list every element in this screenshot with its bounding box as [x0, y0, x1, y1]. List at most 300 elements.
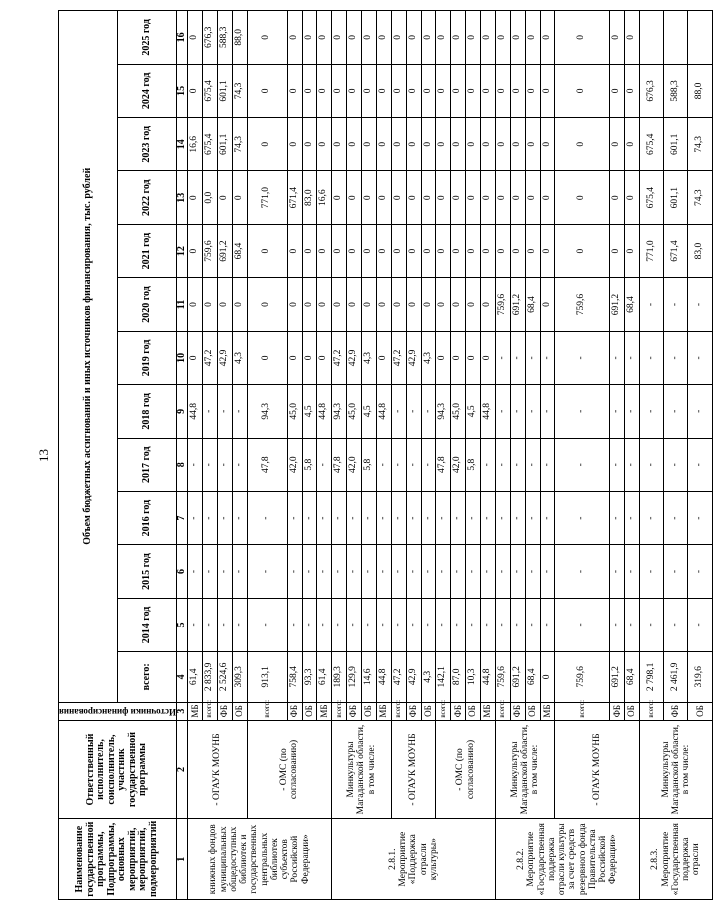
row-source: ОБ	[688, 702, 713, 720]
row-value: 0	[317, 118, 332, 171]
row-value: -	[188, 438, 203, 491]
row-value: 0	[391, 64, 406, 117]
row-value	[639, 11, 663, 65]
row-value: -	[376, 598, 391, 651]
row-source: ФБ	[510, 702, 525, 720]
row-value: 0	[188, 11, 203, 65]
row-value: -	[481, 438, 496, 491]
row-value: 16,6	[188, 118, 203, 171]
row-value: 0	[466, 11, 481, 65]
row-value: 675,4	[203, 118, 218, 171]
row-value: 5,8	[302, 438, 317, 491]
row-value: 45,0	[451, 385, 466, 438]
row-value: 0	[317, 331, 332, 384]
row-value: 0	[540, 11, 555, 65]
row-value: 691,2	[510, 652, 525, 702]
row-value: -	[362, 545, 377, 598]
row-value: -	[217, 545, 232, 598]
row-value: -	[203, 545, 218, 598]
row-value: 0	[406, 224, 421, 277]
row-value: -	[540, 491, 555, 544]
row-value: -	[540, 438, 555, 491]
row-source: ОБ	[525, 702, 540, 720]
row-value: -	[625, 598, 640, 651]
row-value: 61,4	[317, 652, 332, 702]
row-value: 0	[302, 224, 317, 277]
row-value: -	[391, 385, 406, 438]
header-responsible: Ответственный исполнитель, соисполнитель, участник государственной программы	[59, 720, 177, 819]
row-value: 16,6	[317, 171, 332, 224]
table-row	[555, 11, 610, 900]
row-value: 0	[376, 171, 391, 224]
row-source: всего:	[436, 702, 451, 720]
header-year: 2017 год	[117, 438, 176, 491]
row-value: 0	[421, 224, 436, 277]
row-value: 4,5	[362, 385, 377, 438]
row-value: 0	[376, 64, 391, 117]
row-value: -	[466, 545, 481, 598]
row-value: -	[406, 438, 421, 491]
row-value: 0	[188, 171, 203, 224]
row-value: 0	[451, 64, 466, 117]
row-source: всего:	[332, 702, 347, 720]
row-value: -	[302, 598, 317, 651]
row-value: -	[232, 491, 247, 544]
row-value: 0	[362, 64, 377, 117]
row-value: 68,4	[625, 278, 640, 331]
row-value: -	[625, 331, 640, 384]
row-value: -	[555, 385, 610, 438]
row-value: -	[481, 598, 496, 651]
row-value: -	[436, 598, 451, 651]
row-value: 94,3	[332, 385, 347, 438]
row-value: -	[664, 278, 688, 331]
row-value: 0	[451, 224, 466, 277]
row-value: -	[391, 491, 406, 544]
row-value: 676,3	[203, 11, 218, 65]
row-value: 0	[495, 64, 510, 117]
row-value: 759,6	[555, 278, 610, 331]
row-value: -	[510, 598, 525, 651]
row-value: -	[525, 331, 540, 384]
row-source: ФБ	[664, 702, 688, 720]
row-value: 671,4	[664, 224, 688, 277]
row-value: 0	[421, 171, 436, 224]
row-value: -	[421, 598, 436, 651]
row-value: 0	[481, 278, 496, 331]
row-value: 0	[466, 118, 481, 171]
row-value: -	[317, 598, 332, 651]
row-value: 0	[451, 171, 466, 224]
row-value: -	[510, 438, 525, 491]
row-value: 0	[466, 278, 481, 331]
row-value: -	[203, 491, 218, 544]
table-row	[391, 11, 406, 900]
row-value: 0	[421, 64, 436, 117]
row-value: 0	[610, 64, 625, 117]
row-value: 47,8	[436, 438, 451, 491]
header-year: 2023 год	[117, 118, 176, 171]
row-value: 0	[421, 11, 436, 65]
row-source: МБ	[481, 702, 496, 720]
row-value: -	[540, 385, 555, 438]
row-value: 0	[362, 224, 377, 277]
row-value: -	[332, 491, 347, 544]
row-value: 0	[376, 278, 391, 331]
row-value: -	[495, 385, 510, 438]
row-value: 74,3	[232, 64, 247, 117]
row-value: -	[436, 545, 451, 598]
row-value: -	[347, 598, 362, 651]
row-value: 0	[406, 11, 421, 65]
column-number: 13	[176, 171, 187, 224]
row-value: 2 524,6	[217, 652, 232, 702]
row-responsible: - ОГАУК МОУНБ	[555, 720, 640, 819]
row-value: 0	[436, 331, 451, 384]
row-value: -	[510, 385, 525, 438]
row-responsible: Минкультуры Магаданской области, в том числе:	[332, 720, 392, 819]
row-value: 4,3	[421, 652, 436, 702]
row-value: 0	[406, 64, 421, 117]
row-value: 0	[510, 224, 525, 277]
row-value: -	[451, 491, 466, 544]
row-value: 675,4	[639, 118, 663, 171]
row-value: 0	[610, 118, 625, 171]
row-value: -	[391, 545, 406, 598]
row-value: -	[525, 385, 540, 438]
row-value: 0	[610, 224, 625, 277]
row-value: 0	[362, 278, 377, 331]
row-value: 0	[555, 224, 610, 277]
row-value: -	[232, 438, 247, 491]
row-value: 4,3	[421, 331, 436, 384]
row-responsible: - ОГАУК МОУНБ	[391, 720, 436, 819]
funding-table	[58, 10, 713, 900]
row-value: 0	[317, 64, 332, 117]
row-value: 0	[481, 64, 496, 117]
row-value: 0	[203, 278, 218, 331]
row-value: -	[217, 598, 232, 651]
row-value: 759,6	[495, 652, 510, 702]
row-value: 42,9	[406, 652, 421, 702]
row-value: 913,1	[247, 652, 287, 702]
row-value: 0	[302, 11, 317, 65]
row-value: -	[247, 598, 287, 651]
row-value: -	[664, 491, 688, 544]
row-value: 691,2	[610, 652, 625, 702]
row-value: 319,6	[688, 652, 713, 702]
header-year: 2025 год	[117, 11, 176, 65]
row-responsible: Минкультуры Магаданской области, в том числе:	[495, 720, 555, 819]
row-value: 0	[555, 11, 610, 65]
row-value: -	[317, 545, 332, 598]
header-year: 2021 год	[117, 224, 176, 277]
row-value: -	[495, 331, 510, 384]
row-value: 0	[247, 278, 287, 331]
row-value: -	[688, 598, 713, 651]
row-source: МБ	[540, 702, 555, 720]
row-value: 44,8	[188, 385, 203, 438]
table-row	[495, 11, 510, 900]
row-source: всего:	[495, 702, 510, 720]
row-value: 0	[555, 171, 610, 224]
column-number: 14	[176, 118, 187, 171]
row-value: 0	[481, 118, 496, 171]
row-value: 0	[391, 11, 406, 65]
row-value: 0	[510, 118, 525, 171]
row-value: 47,8	[332, 438, 347, 491]
row-value: 0	[347, 224, 362, 277]
row-source: ОБ	[625, 702, 640, 720]
row-value: 4,5	[302, 385, 317, 438]
row-value: 94,3	[436, 385, 451, 438]
row-value: 47,2	[203, 331, 218, 384]
row-value: 0	[188, 331, 203, 384]
row-value: -	[688, 278, 713, 331]
row-value: -	[287, 598, 302, 651]
row-value: 675,4	[203, 64, 218, 117]
row-value: 0	[466, 171, 481, 224]
row-value: 0	[317, 278, 332, 331]
header-year: 2016 год	[117, 491, 176, 544]
row-value: -	[555, 491, 610, 544]
header-total: всего:	[117, 652, 176, 702]
row-value: 0	[247, 331, 287, 384]
row-value: -	[610, 385, 625, 438]
row-value: 0	[495, 118, 510, 171]
row-value: 2 833,9	[203, 652, 218, 702]
row-value: -	[639, 438, 663, 491]
row-value: -	[481, 545, 496, 598]
row-value: 0	[347, 278, 362, 331]
row-value: 0	[436, 11, 451, 65]
row-responsible: - ОМС (по согласованию)	[247, 720, 332, 819]
row-value: -	[625, 438, 640, 491]
row-value: -	[391, 438, 406, 491]
row-value: 0	[362, 11, 377, 65]
row-value: 88,0	[232, 11, 247, 65]
row-name: 2.8.2. Мероприятие «Государственная поддержка отрасли культуры за счет средств резервного фонда Правительства Российской Федерации»	[495, 819, 639, 900]
row-value: -	[525, 438, 540, 491]
row-value: -	[188, 598, 203, 651]
row-source: МБ	[188, 702, 203, 720]
row-value: -	[436, 491, 451, 544]
row-value: 0	[481, 331, 496, 384]
row-value: -	[664, 331, 688, 384]
row-value: 0	[451, 278, 466, 331]
row-value: 0	[247, 118, 287, 171]
row-value: 0	[436, 224, 451, 277]
row-value: -	[625, 385, 640, 438]
row-value: 601,1	[217, 118, 232, 171]
row-value: 0	[525, 224, 540, 277]
column-number: 2	[176, 720, 187, 819]
row-value: 0	[188, 278, 203, 331]
row-value: 83,0	[688, 224, 713, 277]
row-value: -	[317, 491, 332, 544]
row-value: 0	[188, 224, 203, 277]
row-value: -	[510, 331, 525, 384]
header-source	[59, 702, 177, 720]
row-value: -	[421, 438, 436, 491]
row-value: 675,4	[639, 171, 663, 224]
row-value: 0	[232, 278, 247, 331]
row-value: -	[376, 545, 391, 598]
row-value: 0	[217, 171, 232, 224]
row-value: 0	[510, 64, 525, 117]
table-row	[188, 11, 203, 900]
row-source: ФБ	[406, 702, 421, 720]
row-value: -	[639, 385, 663, 438]
row-responsible: - ОМС (по согласованию)	[436, 720, 496, 819]
row-value: -	[510, 491, 525, 544]
row-value: 45,0	[287, 385, 302, 438]
row-value: 671,4	[287, 171, 302, 224]
row-value: 0	[376, 11, 391, 65]
row-value: -	[525, 491, 540, 544]
row-value: 4,3	[362, 331, 377, 384]
row-value: 0	[625, 11, 640, 65]
row-value: -	[555, 438, 610, 491]
row-value: -	[466, 491, 481, 544]
row-value: 42,9	[347, 331, 362, 384]
row-value: -	[188, 545, 203, 598]
row-value: 42,9	[217, 331, 232, 384]
header-year: 2024 год	[117, 64, 176, 117]
table-row	[639, 11, 663, 900]
row-value: 0	[287, 278, 302, 331]
header-year: 2020 год	[117, 278, 176, 331]
row-value: 74,3	[688, 171, 713, 224]
row-value: 0	[466, 224, 481, 277]
row-value: 0	[495, 224, 510, 277]
row-value: 42,9	[406, 331, 421, 384]
row-value: 0	[610, 171, 625, 224]
row-value: 0	[332, 11, 347, 65]
row-value: 0	[391, 278, 406, 331]
row-value: 0	[232, 171, 247, 224]
row-value: 0	[540, 224, 555, 277]
row-value: -	[540, 598, 555, 651]
row-value: -	[555, 545, 610, 598]
row-value: -	[610, 491, 625, 544]
row-value: 0	[247, 64, 287, 117]
row-value: 0	[436, 278, 451, 331]
row-source: ОБ	[232, 702, 247, 720]
column-number: 15	[176, 64, 187, 117]
row-value: 93,3	[302, 652, 317, 702]
row-value: 0	[421, 278, 436, 331]
row-value: 309,3	[232, 652, 247, 702]
row-value: -	[664, 438, 688, 491]
row-value: -	[451, 545, 466, 598]
table-row	[247, 11, 287, 900]
row-value: 759,6	[555, 652, 610, 702]
row-value: 2 461,9	[664, 652, 688, 702]
row-value	[688, 11, 713, 65]
row-value: 0	[451, 118, 466, 171]
column-number: 10	[176, 331, 187, 384]
row-value: -	[481, 491, 496, 544]
row-value: -	[332, 598, 347, 651]
row-value: 129,9	[347, 652, 362, 702]
row-source: всего:	[639, 702, 663, 720]
row-value: 44,8	[376, 652, 391, 702]
header-row	[59, 11, 118, 900]
row-value: 0	[625, 64, 640, 117]
row-value: -	[406, 598, 421, 651]
row-value: 0	[287, 224, 302, 277]
column-number: 6	[176, 545, 187, 598]
row-value: 42,0	[347, 438, 362, 491]
page-number: 13	[36, 449, 51, 462]
row-value: 601,1	[664, 171, 688, 224]
row-value: 88,0	[688, 64, 713, 117]
header-year: 2018 год	[117, 385, 176, 438]
row-value: 68,4	[525, 652, 540, 702]
row-value: 4,3	[232, 331, 247, 384]
row-value: 0	[555, 64, 610, 117]
row-value: 0	[495, 11, 510, 65]
row-value: 45,0	[347, 385, 362, 438]
row-value: -	[391, 598, 406, 651]
row-value: 0	[510, 11, 525, 65]
row-value: 0	[302, 331, 317, 384]
row-value: -	[688, 545, 713, 598]
row-value: 0	[332, 118, 347, 171]
row-value: -	[332, 545, 347, 598]
row-value: 0	[625, 118, 640, 171]
row-value: 10,3	[466, 652, 481, 702]
row-value: -	[302, 545, 317, 598]
row-value: -	[421, 545, 436, 598]
row-source: всего:	[247, 702, 287, 720]
row-value: 0	[376, 331, 391, 384]
row-value: 771,0	[639, 224, 663, 277]
row-value	[664, 11, 688, 65]
row-value: 0	[406, 171, 421, 224]
row-responsible: Минкультуры Магаданской области, в том числе:	[639, 720, 712, 819]
row-value: 0	[332, 278, 347, 331]
row-value: 0	[347, 171, 362, 224]
row-value: 759,6	[203, 224, 218, 277]
row-value: 94,3	[247, 385, 287, 438]
row-value: 0	[540, 64, 555, 117]
row-value: -	[664, 598, 688, 651]
row-value: 0	[525, 171, 540, 224]
row-source: ФБ	[451, 702, 466, 720]
row-value: 0	[287, 331, 302, 384]
header-year: 2015 год	[117, 545, 176, 598]
row-value: 0	[525, 11, 540, 65]
row-value: 0	[525, 118, 540, 171]
column-number: 12	[176, 224, 187, 277]
row-value: 47,2	[332, 331, 347, 384]
row-value: 0	[540, 652, 555, 702]
row-name: книжных фондов муниципальных общедоступных библиотек и государственных центральных библиотек субъектов Российской Федерации»	[188, 819, 332, 900]
row-value: 0	[302, 118, 317, 171]
row-name: 2.8.1. Мероприятие «Поддержка отрасли культуры»	[332, 819, 496, 900]
table-row	[332, 11, 347, 900]
row-source: ФБ	[217, 702, 232, 720]
row-value: -	[347, 545, 362, 598]
row-value: 0	[540, 118, 555, 171]
header-year: 2019 год	[117, 331, 176, 384]
row-value: 0	[436, 171, 451, 224]
row-source: ОБ	[421, 702, 436, 720]
row-value: -	[421, 385, 436, 438]
row-value: 42,0	[287, 438, 302, 491]
